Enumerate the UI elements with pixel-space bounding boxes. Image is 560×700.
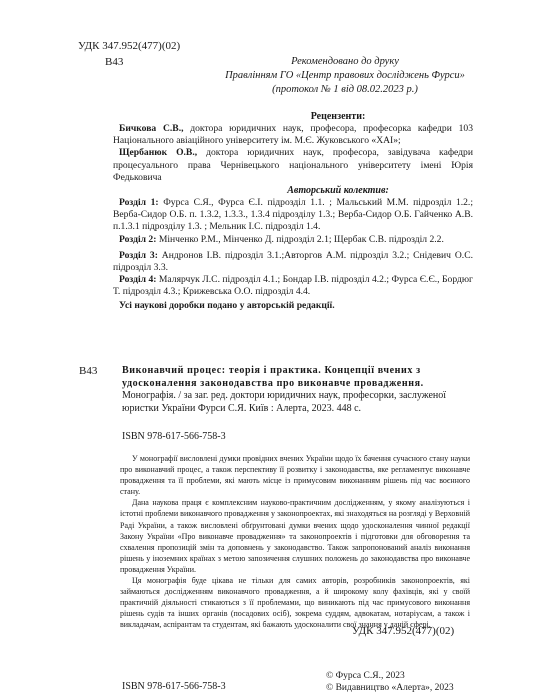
annotation — [120, 453, 470, 631]
book-title: Виконавчий процес: теорія і практика. Концепції вчених з удосконалення законодавства про виконавче провадження. — [122, 365, 424, 389]
authors-heading: Авторський колектив: — [287, 185, 389, 196]
isbn-bottom: ISBN 978-617-566-758-3 — [122, 681, 226, 692]
reviewer-2 — [113, 147, 473, 184]
copyright-author: © Фурса С.Я., 2023 — [326, 671, 405, 681]
annotation-paragraph-2: Дана наукова праця є комплексним науково-практичним дослідженням, у якому аналізуються і істотні проблеми виконавчого провадження у законопроектах, які знаходяться на розгляді у Верховній Раді України, а також висловлені обґрунтовані думки вчених щодо удосконалення чинної редакції Закону України «Про виконавче провадження» та законопроектів і підготовки для обговорення та схвалення пропозицій змін та доповнень у законодавство. Також запропонований аналіз виконання рішень у іноземних країнах з метою запозичення слушних положень до законодавства про виконавче провадження України. — [120, 498, 470, 574]
author-section-2-label: Розділ 2: — [119, 233, 157, 245]
library-code-bottom: В43 — [79, 365, 98, 377]
recommendation-line-1: Рекомендовано до друку — [291, 56, 399, 67]
author-section-1-label: Розділ 1: — [119, 197, 159, 208]
udk-code-top: УДК 347.952(477)(02) — [78, 40, 181, 52]
author-section-1-text: Фурса С.Я., Фурса Є.І. підрозділ 1.1. ; Мальський М.М. підрозділ 1.2.; Верба-Сидор О.Б. п. 1.3.2, 1.3.3., 1.3.4 підрозділу 1.3.; Верба-Сидор О.Б. Гайченко А.В. п.1.3.1 підрозділу 1.3. ; Мельник І.С. підрозділ 1.4. — [113, 197, 473, 233]
udk-code-bottom: УДК 347.952(477)(02) — [352, 625, 455, 637]
author-section-2-text: Мінченко Р.М., Мінченко Д. підрозділ 2.1; Щербак С.В. підрозділ 2.2. — [158, 233, 444, 245]
annotation-paragraph-3: Ця монографія буде цікава не тільки для самих авторів, розробників законопроектів, які займаються дослідженням виконавчого провадження, а й широкому колу фахівців, які у своїй практичній діяльності стикаються з її проблемами, що виникають під час примусового виконання рішень судів та інших органів (посадових осіб), зокрема суддям, адвокатам, нотаріусам, а також і викладачам, аспірантам та студентам, які бажають удосконалити свої знання у даній сфері. — [120, 576, 470, 630]
reviewer-2-name: Щербанюк О.В., — [119, 147, 198, 159]
author-section-3-label: Розділ 3: — [119, 249, 158, 261]
reviewer-1 — [113, 123, 473, 147]
reviewer-2-text: доктора юридичних наук, професора, завідувача кафедри процесуального права Чернівецького національного університету імені Юрія Федьковича — [113, 147, 473, 183]
author-section-2 — [113, 234, 473, 246]
copyright-publisher: © Видавництво «Алерта», 2023 — [326, 683, 454, 693]
author-section-4 — [113, 274, 473, 298]
author-section-1 — [113, 197, 473, 234]
recommendation-line-3: (протокол № 1 від 08.02.2023 р.) — [272, 84, 418, 95]
annotation-paragraph-1: У монографії висловлені думки провідних вчених України щодо їх бачення сучасного стану науки про виконавчий процес, а також перспективу її розвитку і законодавства, яке регламентує виконавче провадження та її проблеми, які мають місце із примусовим виконанням рішень під час воєнного стану. — [120, 454, 470, 497]
authors-note: Усі наукові доробки подано у авторській редакції. — [119, 299, 335, 311]
recommendation-line-2: Правлінням ГО «Центр правових досліджень Фурси» — [225, 70, 465, 81]
reviewer-1-name: Бичкова С.В., — [119, 123, 184, 134]
reviewers-block — [113, 111, 473, 184]
library-code-top: В43 — [105, 56, 124, 68]
author-section-3 — [113, 250, 473, 274]
isbn-middle: ISBN 978-617-566-758-3 — [122, 431, 226, 442]
reviewer-1-text: доктора юридичних наук, професора, професорка кафедри 103 Національного авіаційного університету ім. М.Є. Жуковського «ХАІ»; — [113, 123, 473, 147]
book-description — [122, 365, 470, 415]
author-section-4-text: Малярчук Л.С. підрозділ 4.1.; Бондар І.В. підрозділ 4.2.; Фурса Є.Є., Бордюг Т. підрозділ 4.3.; Крижевська О.О. підрозділ 4.4. — [113, 274, 473, 298]
recommendation-block — [0, 55, 560, 97]
author-section-3-text: Андронов І.В. підрозділ 3.1.;Авторгов А.М. підрозділ 3.2.; Снідевич О.С. підрозділ 3.3. — [113, 249, 473, 274]
reviewers-heading: Рецензенти: — [310, 111, 366, 122]
author-section-4-label: Розділ 4: — [119, 274, 157, 286]
copyright-block — [326, 670, 454, 694]
authors-block — [113, 185, 473, 312]
book-details: Монографія. / за заг. ред. доктори юридичних наук, професорки, заслуженої юристки України Фурси С.Я. Київ : Алерта, 2023. 448 с. — [122, 390, 447, 414]
